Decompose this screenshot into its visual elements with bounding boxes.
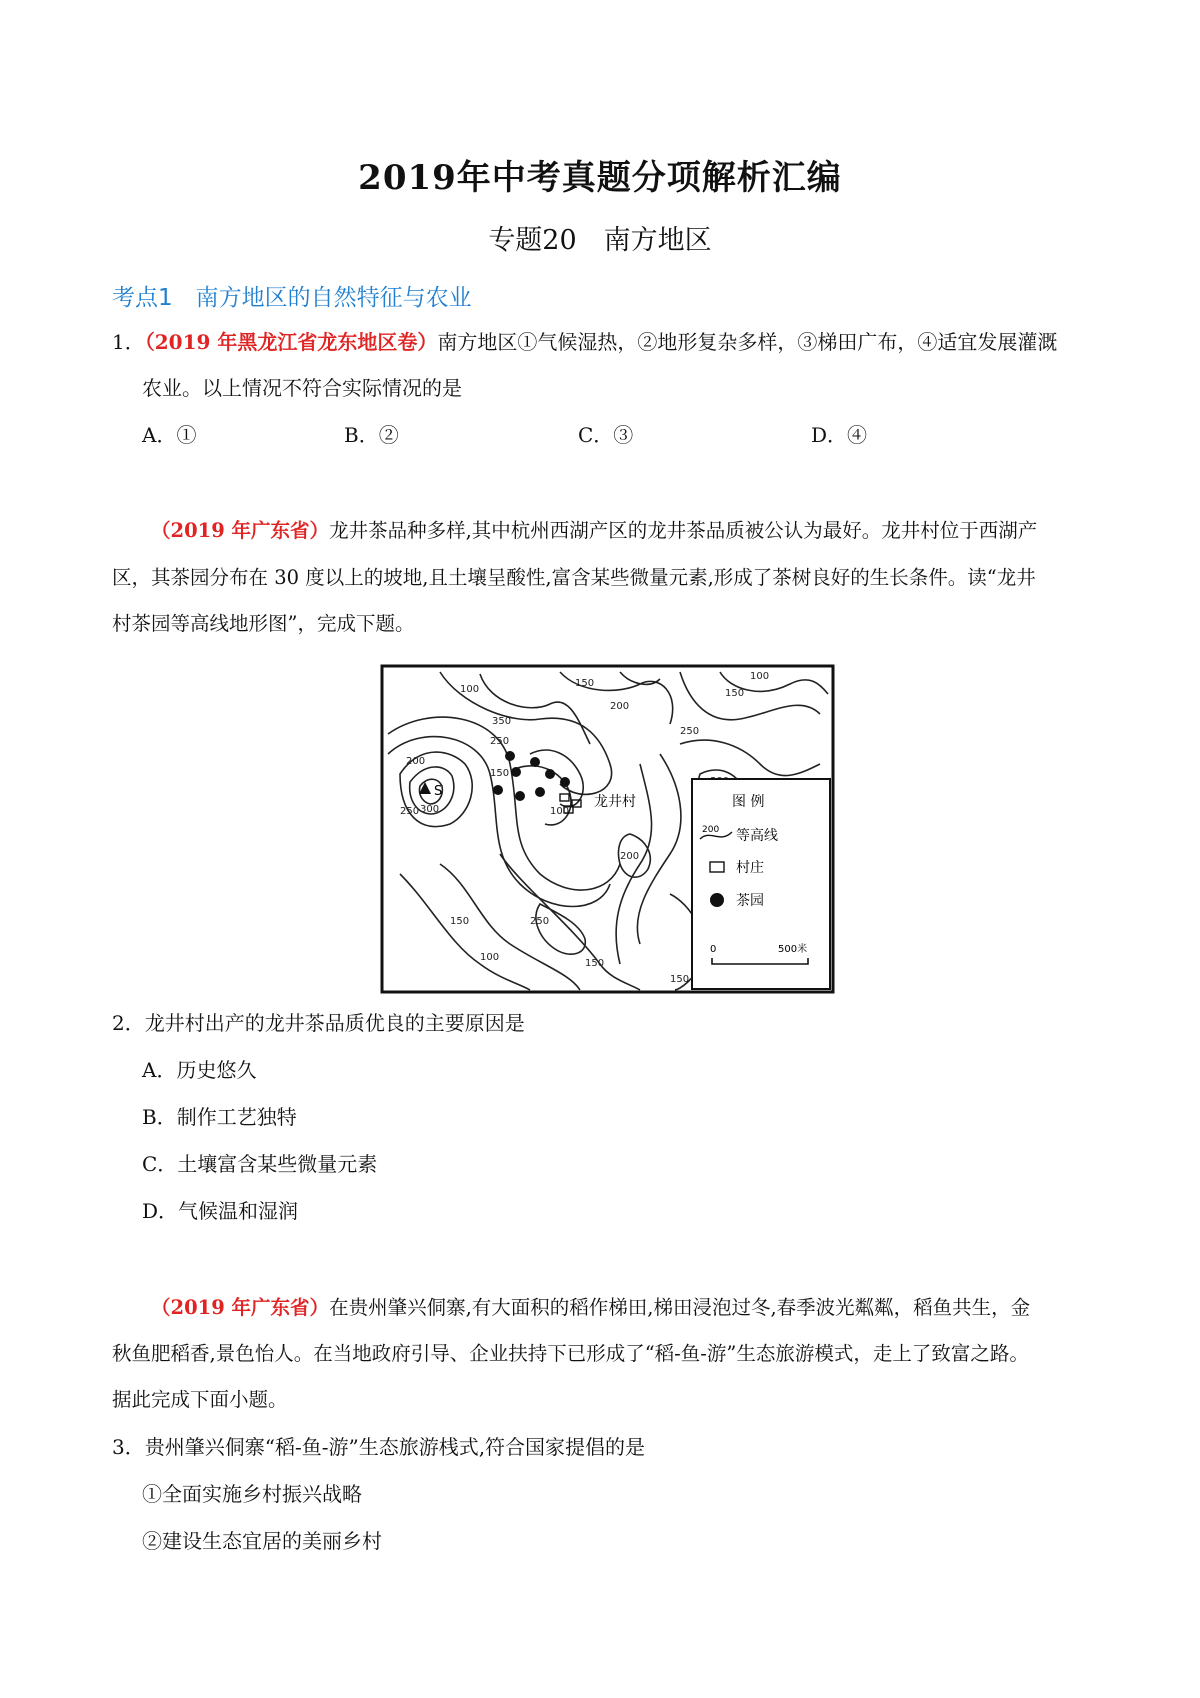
legend-title: 图 例 [732,794,765,810]
q1-stem-a: 南方地区①气候湿热，②地形复杂多样，③梯田广布，④适宜发展灌溉 [437,330,1058,354]
contour-label: 150 [585,958,605,969]
contour-label: 200 [610,701,630,712]
contour-label: 250 [490,736,510,747]
legend-contour-sample: 200 [702,825,720,835]
legend-contour-label: 等高线 [736,828,778,844]
contour-label: 200 [620,851,640,862]
contour-label: 100 [480,952,500,963]
passage2-text1: 在贵州肇兴侗寨,有大面积的稻作梯田,梯田浸泡过冬,春季波光粼粼，稻鱼共生，金 [329,1296,1031,1319]
contour-label: 250 [680,726,700,737]
peak-label: S [434,784,443,799]
scale-end: 500米 [778,944,808,955]
legend-tea-icon [710,893,724,907]
contour-map [380,664,835,994]
passage2-line3: 据此完成下面小题。 [112,1388,288,1411]
tea-icon [535,787,545,797]
scale-zero: 0 [710,944,717,955]
passage1-line1 [151,519,1095,542]
village-label: 龙井村 [594,794,636,810]
contour-label: 150 [725,688,745,699]
tea-icon [560,777,570,787]
q1-stem-line1 [112,330,1057,354]
section-heading: 考点1 南方地区的自然特征与农业 [112,285,472,311]
passage2-line2: 秋鱼肥稻香,景色怡人。在当地政府引导、企业扶持下已形成了“稻-鱼-游”生态旅游模式，走上了致富之路。 [112,1342,1029,1365]
map-legend [692,779,830,989]
q2-stem [112,1011,525,1035]
tea-icon [530,757,540,767]
passage2-line1 [151,1296,1095,1319]
legend-tea-label: 茶园 [736,893,764,909]
page-title: 2019年中考真题分项解析汇编 [358,158,842,198]
contour-label: 100 [460,684,480,695]
legend-village-label: 村庄 [736,860,764,876]
contour-label: 250 [400,806,420,817]
q1-stem-line2: 农业。以上情况不符合实际情况的是 [142,376,462,400]
tea-icon [515,791,525,801]
q2-stem-text: 龙井村出产的龙井茶品质优良的主要原因是 [144,1011,525,1035]
q3-item-1: ①全面实施乡村振兴战略 [142,1482,362,1506]
contour-label: 150 [490,768,510,779]
contour-label: 300 [420,804,440,815]
q3-stem-text: 贵州肇兴侗寨“稻-鱼-游”生态旅游桟式,符合国家提倡的是 [144,1435,646,1459]
tea-icon [545,769,555,779]
contour-label: 150 [670,974,690,985]
tea-icon [511,767,521,777]
q2-option-c: C．土壤富含某些微量元素 [142,1152,378,1176]
q3-stem [112,1435,645,1459]
contour-label: 100 [750,671,770,682]
q2-option-d: D．气候温和湿润 [142,1199,299,1223]
q3-item-2: ②建设生态宜居的美丽乡村 [142,1529,382,1553]
tea-icon [505,751,515,761]
contour-label: 150 [450,916,470,927]
q2-number: 2． [112,1011,145,1035]
q2-option-a: A．历史悠久 [142,1058,257,1082]
contour-label: 350 [492,716,512,727]
passage1-line3: 村茶园等高线地形图”，完成下题。 [112,612,415,635]
q2-option-b: B．制作工艺独特 [142,1105,297,1129]
contour-label: 200 [406,756,426,767]
passage1-source: （2019 年广东省） [151,519,330,542]
q1-source: （2019 年黑龙江省龙东地区卷） [144,330,438,354]
legend-box [692,779,830,989]
q1-option-a: A．① [142,423,197,447]
contour-label: 100 [550,806,570,817]
q1-option-d: D．④ [811,423,868,447]
passage1-line2: 区，其茶园分布在 30 度以上的坡地,且土壤呈酸性,富含某些微量元素,形成了茶树良好的生长条件。读“龙井 [112,566,1036,589]
contour-label: 150 [575,678,595,689]
tea-icon [493,785,503,795]
q3-number: 3． [112,1435,145,1459]
passage2-source: （2019 年广东省） [151,1296,330,1319]
q1-number: 1． [112,330,145,354]
q1-option-b: B．② [344,423,399,447]
page-subtitle: 专题20 南方地区 [488,225,712,256]
q1-option-c: C．③ [578,423,634,447]
contour-label: 250 [530,916,550,927]
passage1-text1: 龙井茶品种多样,其中杭州西湖产区的龙井茶品质被公认为最好。龙井村位于西湖产 [329,519,1038,542]
